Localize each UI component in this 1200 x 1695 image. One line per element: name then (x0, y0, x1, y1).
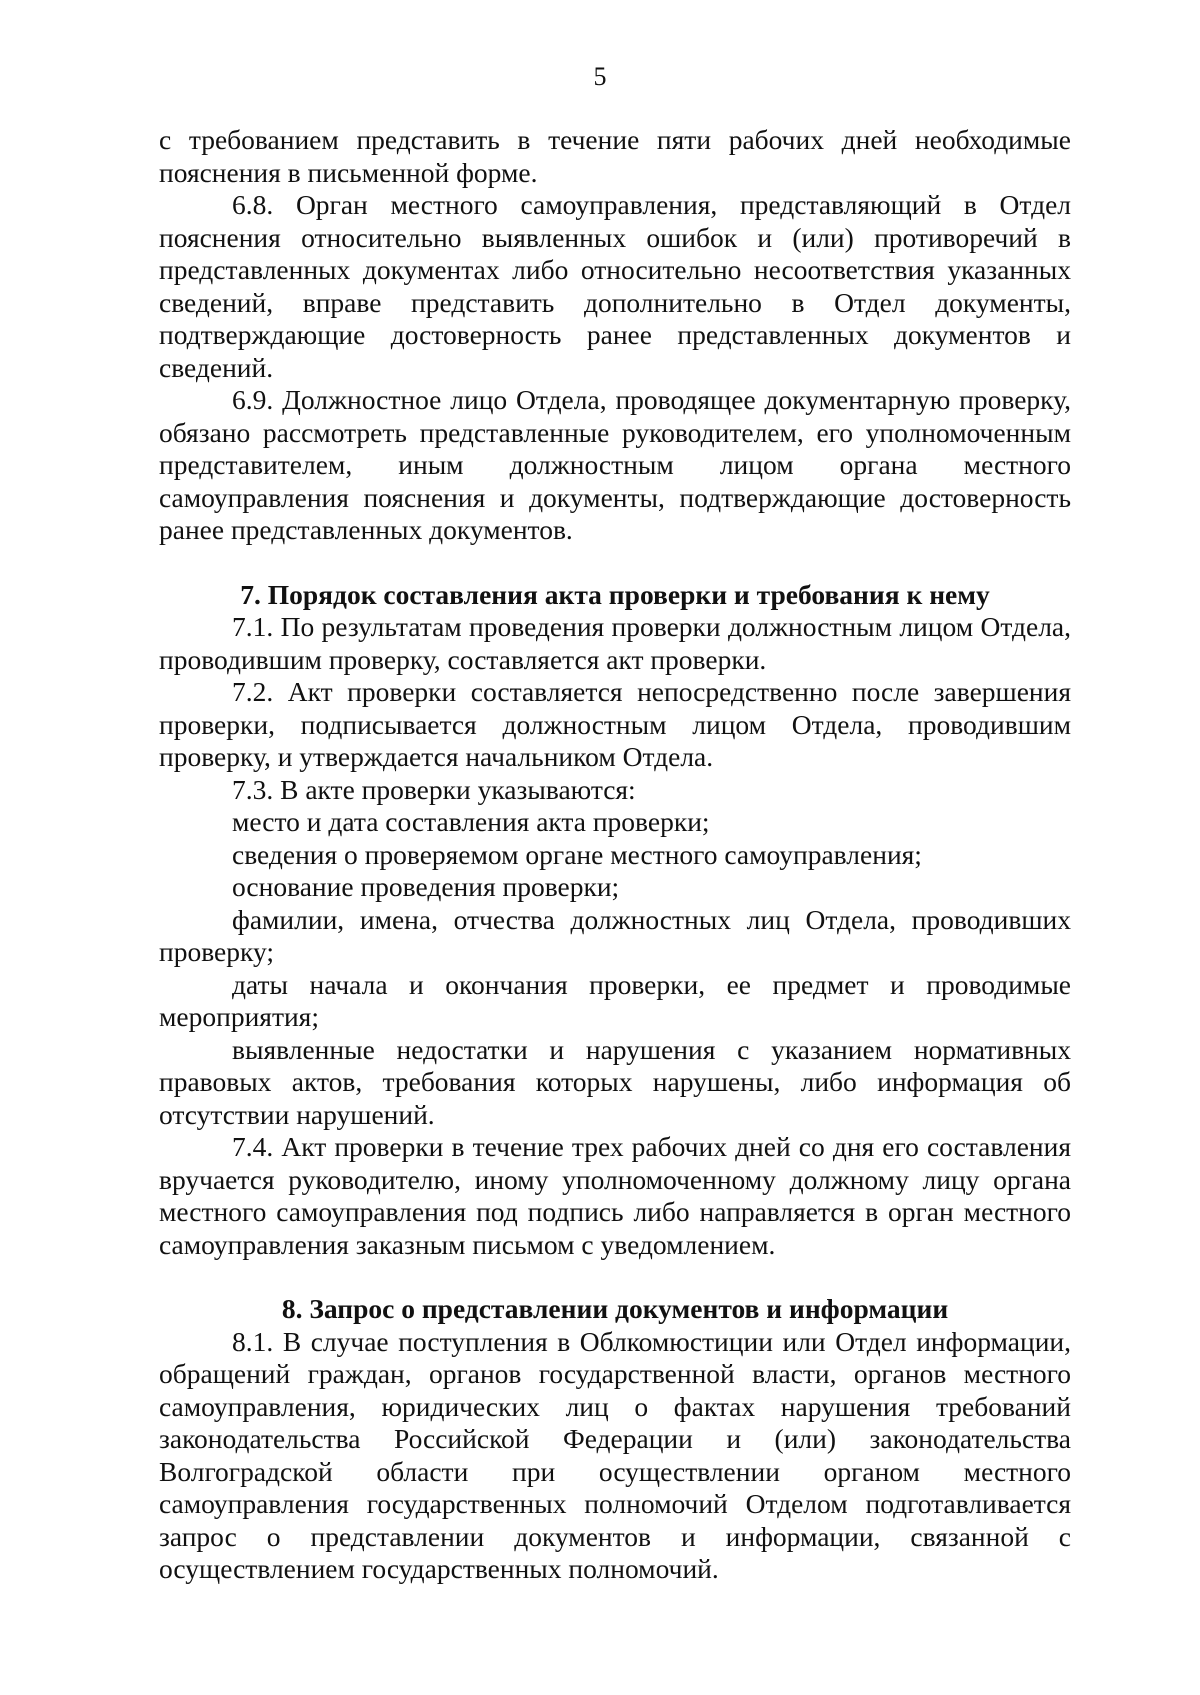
paragraph-7-1: 7.1. По результатам проведения проверки должностным лицом Отдела, проводившим проверку, составляется акт проверки. (159, 611, 1071, 675)
page-number: 5 (593, 62, 607, 91)
paragraph-8-1: 8.1. В случае поступления в Облкомюстиции или Отдел информации, обращений граждан, органов государственной власти, органов местного самоуправления, юридических лиц о фактах нарушения требований законодательства Российской Федерации и (или) законодательства Волгоградской области при осуществлении органом местного самоуправления государственных полномочий Отделом подготавливается запрос о представлении документов и информации, связанной с осуществлением государственных полномочий. (159, 1325, 1071, 1584)
paragraph-6-9: 6.9. Должностное лицо Отдела, проводящее документарную проверку, обязано рассмотреть представленные руководителем, его уполномоченным представителем, иным должностным лицом органа местного самоуправления пояснения и документы, подтверждающие достоверность ранее представленных документов. (159, 384, 1071, 545)
list-item: фамилии, имена, отчества должностных лиц Отдела, проводивших проверку; (159, 903, 1071, 967)
list-item: место и дата составления акта проверки; (232, 806, 710, 837)
section-gap (159, 1261, 1071, 1293)
paragraph-6-8: 6.8. Орган местного самоуправления, представляющий в Отдел пояснения относительно выявленных ошибок и (или) противоречий в представленных документах либо относительно несоответствия указанных сведений, вправе представить дополнительно в Отдел документы, подтверждающие достоверность ранее представленных документов и сведений. (159, 189, 1071, 383)
paragraph-7-4: 7.4. Акт проверки в течение трех рабочих дней со дня его составления вручается руководителю, иному уполномоченному должному лицу органа местного самоуправления под подпись либо направляется в орган местного самоуправления заказным письмом с уведомлением. (159, 1131, 1071, 1260)
paragraph-7-3: 7.3. В акте проверки указываются: (232, 773, 636, 805)
section-gap (159, 547, 1071, 579)
section-8-heading: 8. Запрос о представлении документов и информации (281, 1293, 949, 1324)
paragraph-7-2: 7.2. Акт проверки составляется непосредственно после завершения проверки, подписывается должностным лицом Отдела, проводившим проверку, и утверждается начальником Отдела. (159, 676, 1071, 772)
list-item: основание проведения проверки; (232, 871, 620, 902)
section-7-heading: 7. Порядок составления акта проверки и требования к нему (240, 578, 990, 610)
list-item: даты начала и окончания проверки, ее предмет и проводимые мероприятия; (159, 968, 1071, 1032)
paragraph-continuation: с требованием представить в течение пяти рабочих дней необходимые пояснения в письменной форме. (159, 124, 1071, 188)
list-item: выявленные недостатки и нарушения с указанием нормативных правовых актов, требования которых нарушены, либо информация об отсутствии нарушений. (159, 1033, 1071, 1130)
document-body (159, 124, 1071, 1586)
list-item: сведения о проверяемом органе местного самоуправления; (232, 838, 922, 870)
